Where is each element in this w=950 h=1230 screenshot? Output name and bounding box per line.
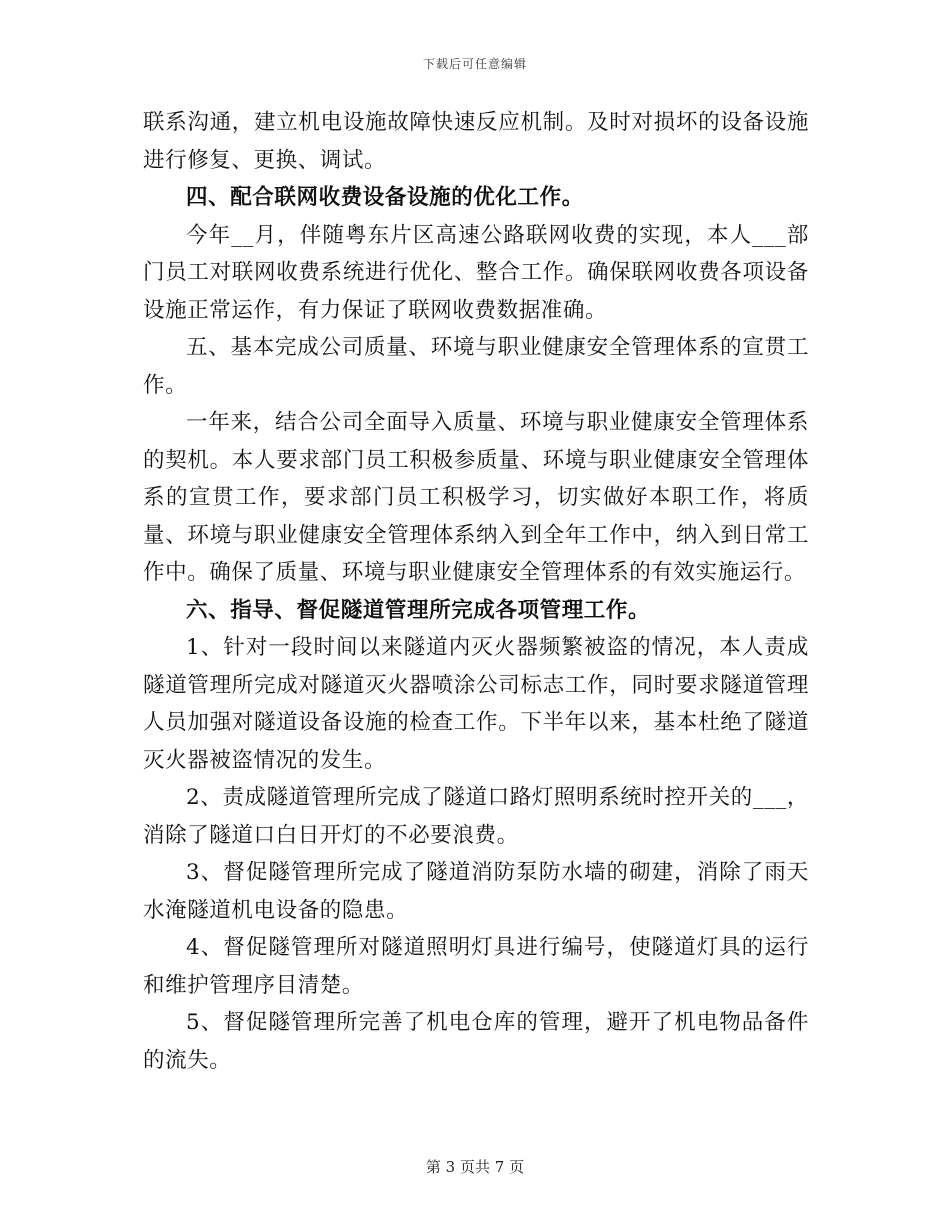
document-body [143, 104, 809, 1079]
list-item: 3、督促隧管理所完成了隧道消防泵防水墙的砌建，消除了雨天水淹隧道机电设备的隐患。 [143, 860, 809, 923]
section-heading: 五、基本完成公司质量、环境与职业健康安全管理体系的宣贯工作。 [143, 335, 809, 398]
paragraph: 一年来，结合公司全面导入质量、环境与职业健康安全管理体系的契机。本人要求部门员工积极参质量、环境与职业健康安全管理体系的宣贯工作，要求部门员工积极学习，切实做好本职工作，将质量、环境与职业健康安全管理体系纳入到全年工作中，纳入到日常工作中。确保了质量、环境与职业健康安全管理体系的有效实施运行。 [143, 410, 809, 585]
paragraph: 今年__月，伴随粤东片区高速公路联网收费的实现，本人___部门员工对联网收费系统进行优化、整合工作。确保联网收费各项设备设施正常运作，有力保证了联网收费数据准确。 [143, 222, 809, 323]
page-header: 下载后可任意编辑 [422, 57, 527, 71]
section-heading: 四、配合联网收费设备设施的优化工作。 [186, 185, 584, 210]
list-item: 1、针对一段时间以来隧道内灭火器频繁被盗的情况，本人责成隧道管理所完成对隧道灭火器喷涂公司标志工作，同时要求隧道管理人员加强对隧道设备设施的检查工作。下半年以来，基本杜绝了隧道灭火器被盗情况的发生。 [143, 635, 809, 773]
list-item: 5、督促隧管理所完善了机电仓库的管理，避开了机电物品备件的流失。 [143, 1010, 809, 1073]
list-item: 2、责成隧道管理所完成了隧道口路灯照明系统时控开关的___，消除了隧道口白日开灯的不必要浪费。 [143, 785, 809, 848]
paragraph: 联系沟通，建立机电设施故障快速反应机制。及时对损坏的设备设施进行修复、更换、调试。 [143, 110, 809, 173]
list-item: 4、督促隧管理所对隧道照明灯具进行编号，使隧道灯具的运行和维护管理序目清楚。 [143, 935, 809, 998]
section-heading: 六、指导、督促隧道管理所完成各项管理工作。 [186, 597, 651, 623]
page-number: 第 3 页共 7 页 [425, 1158, 525, 1176]
